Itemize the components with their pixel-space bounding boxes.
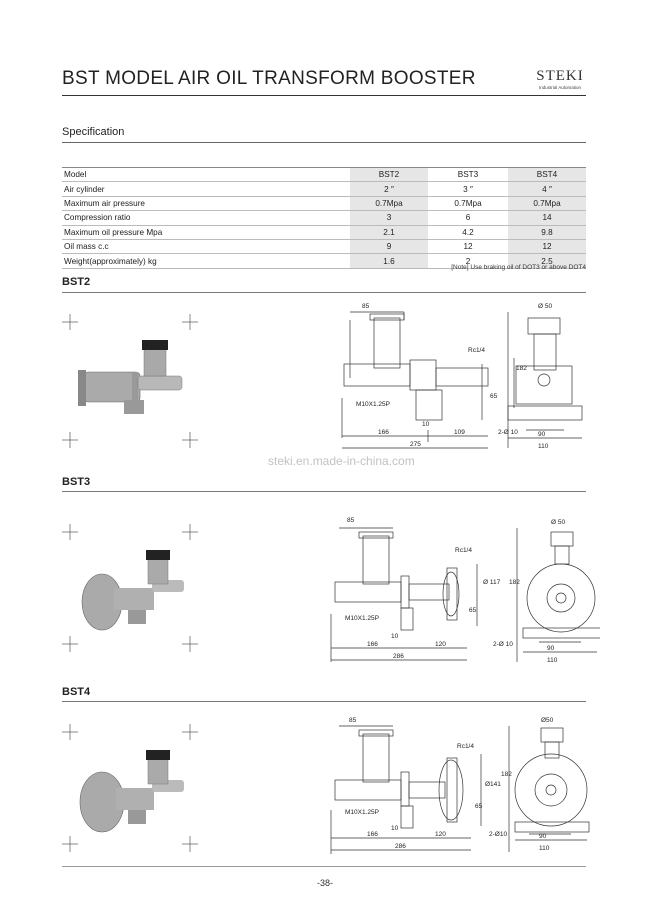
- dim-label: 110: [538, 443, 549, 450]
- table-row: [62, 196, 586, 210]
- row-label: Air cylinder: [62, 182, 350, 196]
- row-label: Maximum oil pressure Mpa: [62, 225, 350, 239]
- table-cell: 3: [350, 211, 429, 225]
- page-title: BST MODEL AIR OIL TRANSFORM BOOSTER: [62, 68, 476, 89]
- dim-label: M10X1.25P: [345, 615, 379, 622]
- dim-label: 10: [422, 421, 430, 428]
- drawing-bst4: [325, 714, 600, 862]
- dim-label: 90: [539, 833, 547, 840]
- row-label: Maximum air pressure: [62, 196, 350, 210]
- table-cell: 9: [350, 239, 429, 253]
- dim-label: 110: [539, 845, 550, 852]
- table-header-cell: BST4: [508, 168, 587, 182]
- table-cell: 2: [429, 254, 508, 268]
- dim-label: 166: [367, 831, 378, 838]
- dim-label: 110: [547, 657, 558, 664]
- dim-label: 120: [435, 641, 446, 648]
- table-header-row: [62, 168, 586, 182]
- dim-label: 286: [393, 653, 404, 660]
- specification-rule: [62, 142, 586, 143]
- table-cell: 2.5: [508, 254, 587, 268]
- table-cell: 4.2: [429, 225, 508, 239]
- brand-logo: [530, 68, 590, 90]
- specification-note: [Note] Use braking oil of DOT3 or above DOT4: [451, 264, 586, 271]
- dim-label: 120: [435, 831, 446, 838]
- dim-label: 85: [349, 717, 357, 724]
- dim-label: Ø 50: [551, 519, 566, 526]
- dim-label: 85: [347, 517, 355, 524]
- table-cell: 6: [429, 211, 508, 225]
- product-photo-bst3: [62, 522, 202, 672]
- table-cell: 0.7Mpa: [429, 196, 508, 210]
- dim-label: 65: [475, 803, 483, 810]
- dim-label: 10: [391, 633, 399, 640]
- dim-label: 182: [509, 579, 520, 586]
- drawing-bst2: [330, 298, 600, 458]
- logo-subtitle: Industrial Automation: [538, 85, 582, 90]
- table-cell: 4 ″: [508, 182, 587, 196]
- row-label: Compression ratio: [62, 211, 350, 225]
- specification-table: [62, 167, 586, 269]
- header-rule: [62, 95, 586, 96]
- table-row: [62, 211, 586, 225]
- logo-text: STEKI: [536, 68, 584, 84]
- table-row: [62, 182, 586, 196]
- dim-label: 286: [395, 843, 406, 850]
- table-cell: 12: [429, 239, 508, 253]
- dim-label: 182: [516, 365, 527, 372]
- product-photo-bst2: [62, 310, 202, 470]
- dim-label: M10X1.25P: [356, 401, 390, 408]
- dim-label: 65: [469, 607, 477, 614]
- product-photo-bst4: [62, 724, 202, 874]
- table-cell: 14: [508, 211, 587, 225]
- table-cell: 0.7Mpa: [508, 196, 587, 210]
- dim-label: 65: [490, 393, 498, 400]
- section-rule: [62, 491, 586, 492]
- dim-label: 85: [362, 303, 370, 310]
- dim-label: 109: [454, 429, 465, 436]
- dim-label: 166: [367, 641, 378, 648]
- dim-label: 90: [547, 645, 555, 652]
- dim-label: M10X1.25P: [345, 809, 379, 816]
- table-cell: 12: [508, 239, 587, 253]
- footer-rule: [62, 866, 586, 867]
- dim-label: 90: [538, 431, 546, 438]
- section-title-bst3: BST3: [62, 476, 91, 488]
- table-cell: 1.6: [350, 254, 429, 268]
- table-header-cell: BST3: [429, 168, 508, 182]
- table-cell: 2.1: [350, 225, 429, 239]
- table-row: [62, 239, 586, 253]
- table-cell: 3 ″: [429, 182, 508, 196]
- dim-label: 2-Ø 10: [493, 641, 513, 648]
- table-row: [62, 225, 586, 239]
- section-rule: [62, 701, 586, 702]
- dim-label: Ø50: [541, 717, 554, 724]
- dim-label: Ø 50: [538, 303, 553, 310]
- specification-heading: Specification: [62, 126, 125, 138]
- dim-label: Rc1/4: [457, 743, 474, 750]
- table-header-cell: BST2: [350, 168, 429, 182]
- dim-label: 166: [378, 429, 389, 436]
- section-rule: [62, 292, 586, 293]
- section-title-bst4: BST4: [62, 686, 91, 698]
- dim-label: 275: [410, 441, 421, 448]
- row-label: Weight(approximately) kg: [62, 254, 350, 268]
- dim-label: Rc1/4: [468, 347, 485, 354]
- watermark: steki.en.made-in-china.com: [268, 454, 415, 468]
- table-cell: 0.7Mpa: [350, 196, 429, 210]
- row-label: Oil mass c.c: [62, 239, 350, 253]
- table-cell: 2 ″: [350, 182, 429, 196]
- dim-label: 2-Ø 10: [498, 429, 518, 436]
- section-title-bst2: BST2: [62, 276, 91, 288]
- dim-label: Ø 117: [483, 579, 501, 586]
- table-cell: 9.8: [508, 225, 587, 239]
- dim-label: Ø141: [485, 781, 501, 788]
- dim-label: 10: [391, 825, 399, 832]
- dim-label: 2-Ø10: [489, 831, 508, 838]
- table-header-cell: Model: [62, 168, 350, 182]
- page-number: -38-: [316, 878, 333, 888]
- dim-label: Rc1/4: [455, 547, 472, 554]
- drawing-bst3: [325, 514, 600, 670]
- dim-label: 182: [501, 771, 512, 778]
